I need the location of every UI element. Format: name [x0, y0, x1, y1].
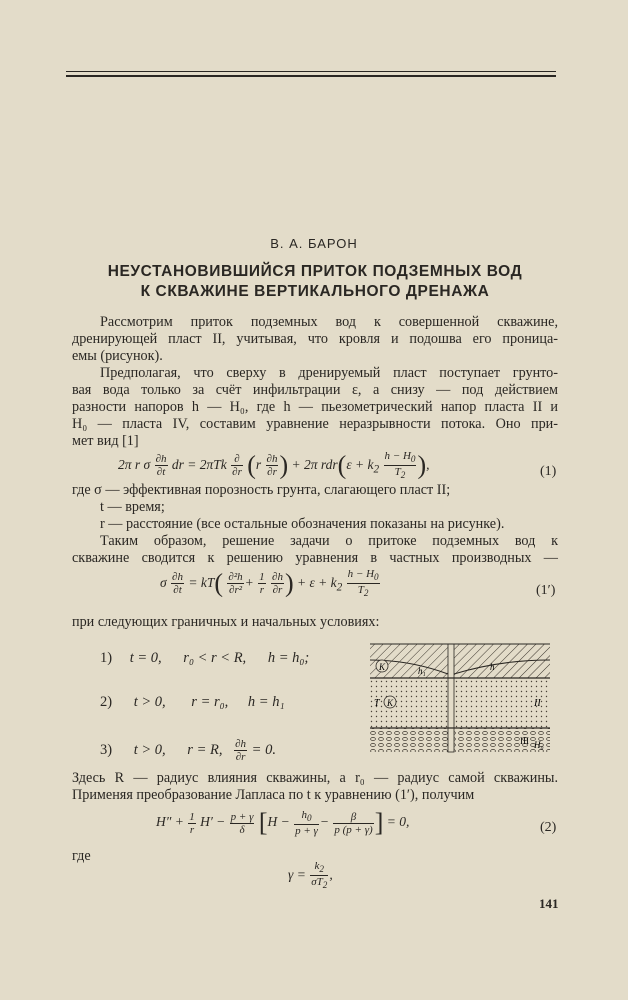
cond3-b: r = R,	[187, 741, 223, 758]
title-line-1: НЕУСТАНОВИВШИЙСЯ ПРИТОК ПОДЗЕМНЫХ ВОД	[107, 263, 523, 280]
label-t: T	[374, 698, 380, 709]
equation-2-number: (2)	[540, 820, 557, 835]
condition-2	[100, 694, 285, 711]
para2-line4: H₀ — пласта IV, составим уравнение неразрывности потока. Оно при-	[72, 416, 558, 432]
equation-gamma: γ = $\frac{k_2}{\sigma T_2}$ ,	[288, 860, 333, 891]
cond2-b: r = r₀,	[191, 694, 229, 710]
condition-1	[100, 650, 309, 667]
label-k2: K	[386, 698, 394, 708]
equation-1: 2π r σ $\frac{\partial h}{\partial t}$ dr = 2πTk $\frac{\partial}{\partial r}$ (r $\frac{\partial h}{\partial r}$ ) + 2π $rdr(\varepsilon + k_2$ $\frac{h - H_0}{T_2}$ ),	[118, 450, 430, 481]
cond3-a: t > 0,	[133, 741, 166, 758]
cond2-a: t > 0,	[133, 694, 166, 710]
article-title	[80, 262, 550, 302]
top-rule-double	[66, 75, 556, 77]
cond1-c: h = h₀;	[267, 650, 310, 666]
page-number: 141	[539, 896, 559, 911]
cond3-number: 3)	[100, 741, 113, 758]
equation-1-prime: σ $\frac{\partial h}{\partial t}$ = kT( $\frac{\text{∂²h}}{\text{∂r²}}$ + $\frac{1}{r}$ $\frac{\partial h}{\partial r}$ ) + $\varepsilon + k_2$ $\frac{h - H_0}{T_2}$	[160, 568, 379, 599]
label-h0: h	[490, 662, 495, 672]
where-label: где	[72, 848, 91, 864]
label-ii: II	[534, 698, 541, 709]
para1-line3: емы (рисунок).	[72, 348, 163, 364]
para2-line2: вая вода только за счёт инфильтрации ε, а снизу — под действием	[72, 382, 558, 398]
label-H0: H₀	[534, 740, 544, 750]
para1-line2: дренирующей пласт II, учитывая, что кровля и подошва его проница-	[72, 331, 558, 347]
equation-1-prime-number: (1′)	[536, 583, 556, 598]
cond2-number: 2)	[100, 694, 113, 710]
label-h1: h₁	[418, 666, 426, 676]
top-rule	[66, 71, 556, 72]
def-r: r — расстояние (все остальные обозначения показаны на рисунке).	[100, 516, 505, 532]
def-sigma: где σ — эффективная порозность грунта, слагающего пласт II;	[72, 482, 451, 498]
label-k1: K	[378, 662, 386, 672]
def-t: t — время;	[100, 499, 165, 515]
cond3-c: = 0.	[251, 741, 276, 758]
para3-line1: Таким образом, решение задачи о притоке подземных вод к	[100, 533, 558, 549]
cond2-c: h = h₁	[247, 694, 285, 710]
title-line-2: К СКВАЖИНЕ ВЕРТИКАЛЬНОГО ДРЕНАЖА	[140, 283, 490, 300]
label-iii: III	[520, 736, 529, 746]
cond1-number: 1)	[100, 650, 113, 666]
conditions-intro: при следующих граничных и начальных условиях:	[72, 614, 380, 630]
condition-3: 3) t > 0, r = R, $\frac{\partial h}{\partial r}$ = 0.	[100, 738, 276, 763]
well	[448, 644, 454, 752]
cond1-b: r₀ < r < R,	[183, 650, 247, 666]
equation-1-number: (1)	[540, 464, 557, 479]
author-name: В. А. БАРОН	[270, 236, 358, 251]
equation-2: H″ + $\frac{1}{r}$ H′ − $\frac{p + \gamma}{\delta}$ [H − $\frac{h_0}{p + \gamma}$ − $\frac{\beta}{p (p + \gamma)}$ ] = 0,	[156, 808, 410, 838]
aquifer-diagram	[370, 640, 550, 758]
cond1-a: t = 0,	[129, 650, 162, 666]
para1-line1: Рассмотрим приток подземных вод к совершенной скважине,	[100, 314, 558, 330]
para4-line1: Здесь R — радиус влияния скважины, а r₀ — радиус самой скважины.	[72, 770, 558, 786]
para2-line1: Предполагая, что сверху в дренируемый пласт поступает грунто-	[100, 365, 558, 381]
para2-line5: мет вид [1]	[72, 433, 139, 449]
para4-line2: Применяя преобразование Лапласа по t к уравнению (1′), получим	[72, 787, 475, 803]
para3-line2: скважине сводится к решению уравнения в частных производных —	[72, 550, 558, 566]
layer-sand	[370, 678, 550, 728]
para2-line3: разности напоров h — H₀, где h — пьезометрический напор пласта II и	[72, 399, 558, 415]
